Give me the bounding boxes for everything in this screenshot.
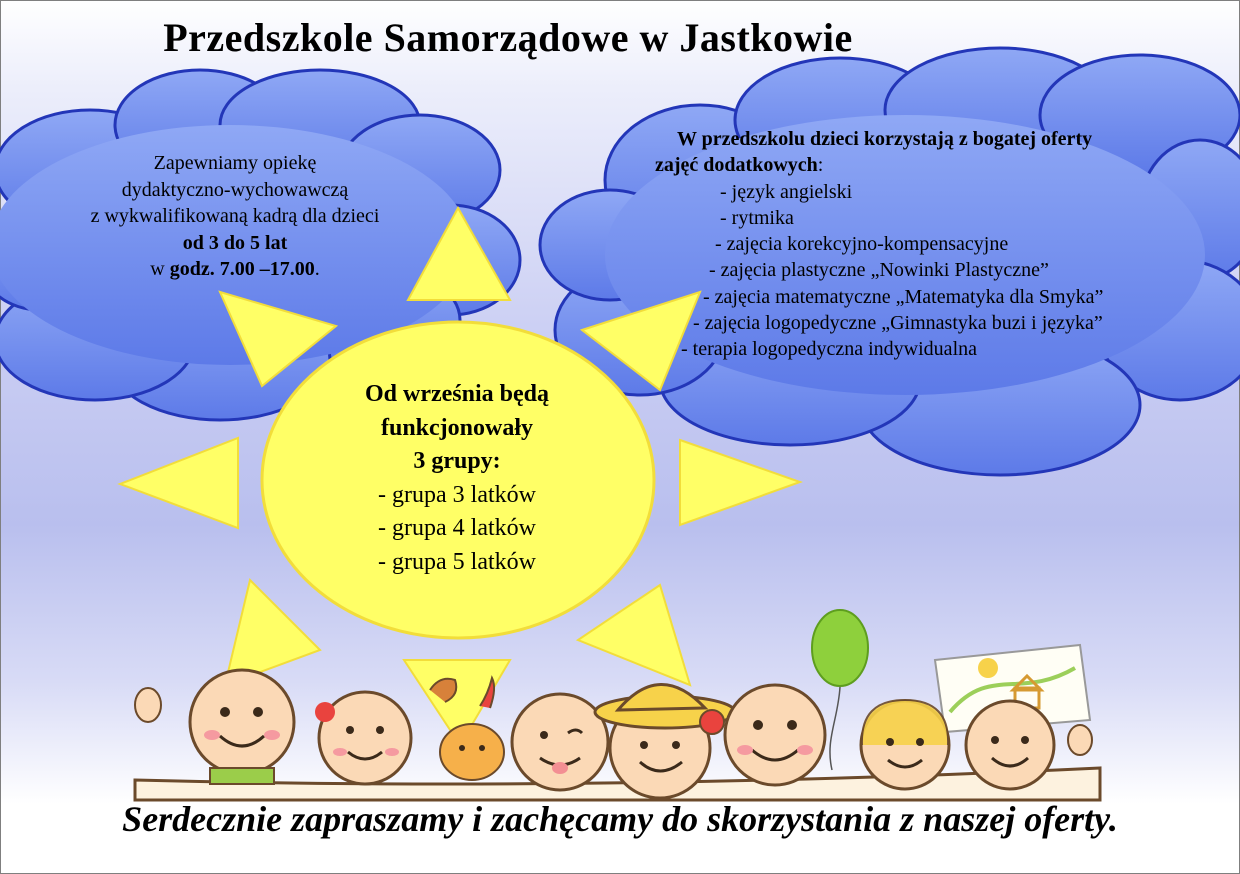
group-item: - grupa 3 latków [378, 481, 536, 508]
left-cloud-hours: w godz. 7.00 –17.00. [150, 258, 320, 280]
invitation-footer: Serdecznie zapraszamy i zachęcamy do skorzystania z naszej oferty. [122, 799, 1118, 839]
sun-line2: funkcjonowały [380, 414, 534, 441]
group-item: - grupa 5 latków [378, 548, 536, 575]
left-cloud-line2: dydaktyczno-wychowawczą [121, 178, 349, 201]
activity-item: - rytmika [720, 206, 794, 229]
activity-item: - zajęcia plastyczne „Nowinki Plastyczne” [709, 259, 1049, 282]
page-title: Przedszkole Samorządowe w Jastkowie [163, 15, 853, 60]
activities-list [655, 179, 1195, 363]
sun-line1: Od września będą [364, 381, 549, 407]
sun-text [292, 378, 622, 579]
activity-item: - zajęcia logopedyczne „Gimnastyka buzi i języka” [693, 312, 1103, 335]
right-cloud-text [655, 126, 1195, 363]
group-item: - grupa 4 latków [378, 515, 536, 541]
offer-intro-line1: W przedszkolu dzieci korzystają z bogatej oferty [677, 128, 1093, 150]
sun-line3: 3 grupy: [413, 448, 501, 474]
offer-intro-line2: zajęć dodatkowych: [655, 154, 824, 177]
left-cloud-text [30, 150, 440, 283]
left-cloud-line3: z wykwalifikowaną kadrą dla dzieci [90, 205, 380, 227]
activity-item: - zajęcia matematyczne „Matematyka dla Smyka” [703, 285, 1104, 308]
activity-item: - język angielski [720, 180, 853, 203]
groups-list [292, 479, 622, 580]
activity-item: - terapia logopedyczna indywidualna [681, 338, 977, 361]
left-cloud-age-range: od 3 do 5 lat [182, 231, 288, 254]
left-cloud-line1: Zapewniamy opiekę [153, 152, 317, 174]
activity-item: - zajęcia korekcyjno-kompensacyjne [715, 233, 1009, 256]
